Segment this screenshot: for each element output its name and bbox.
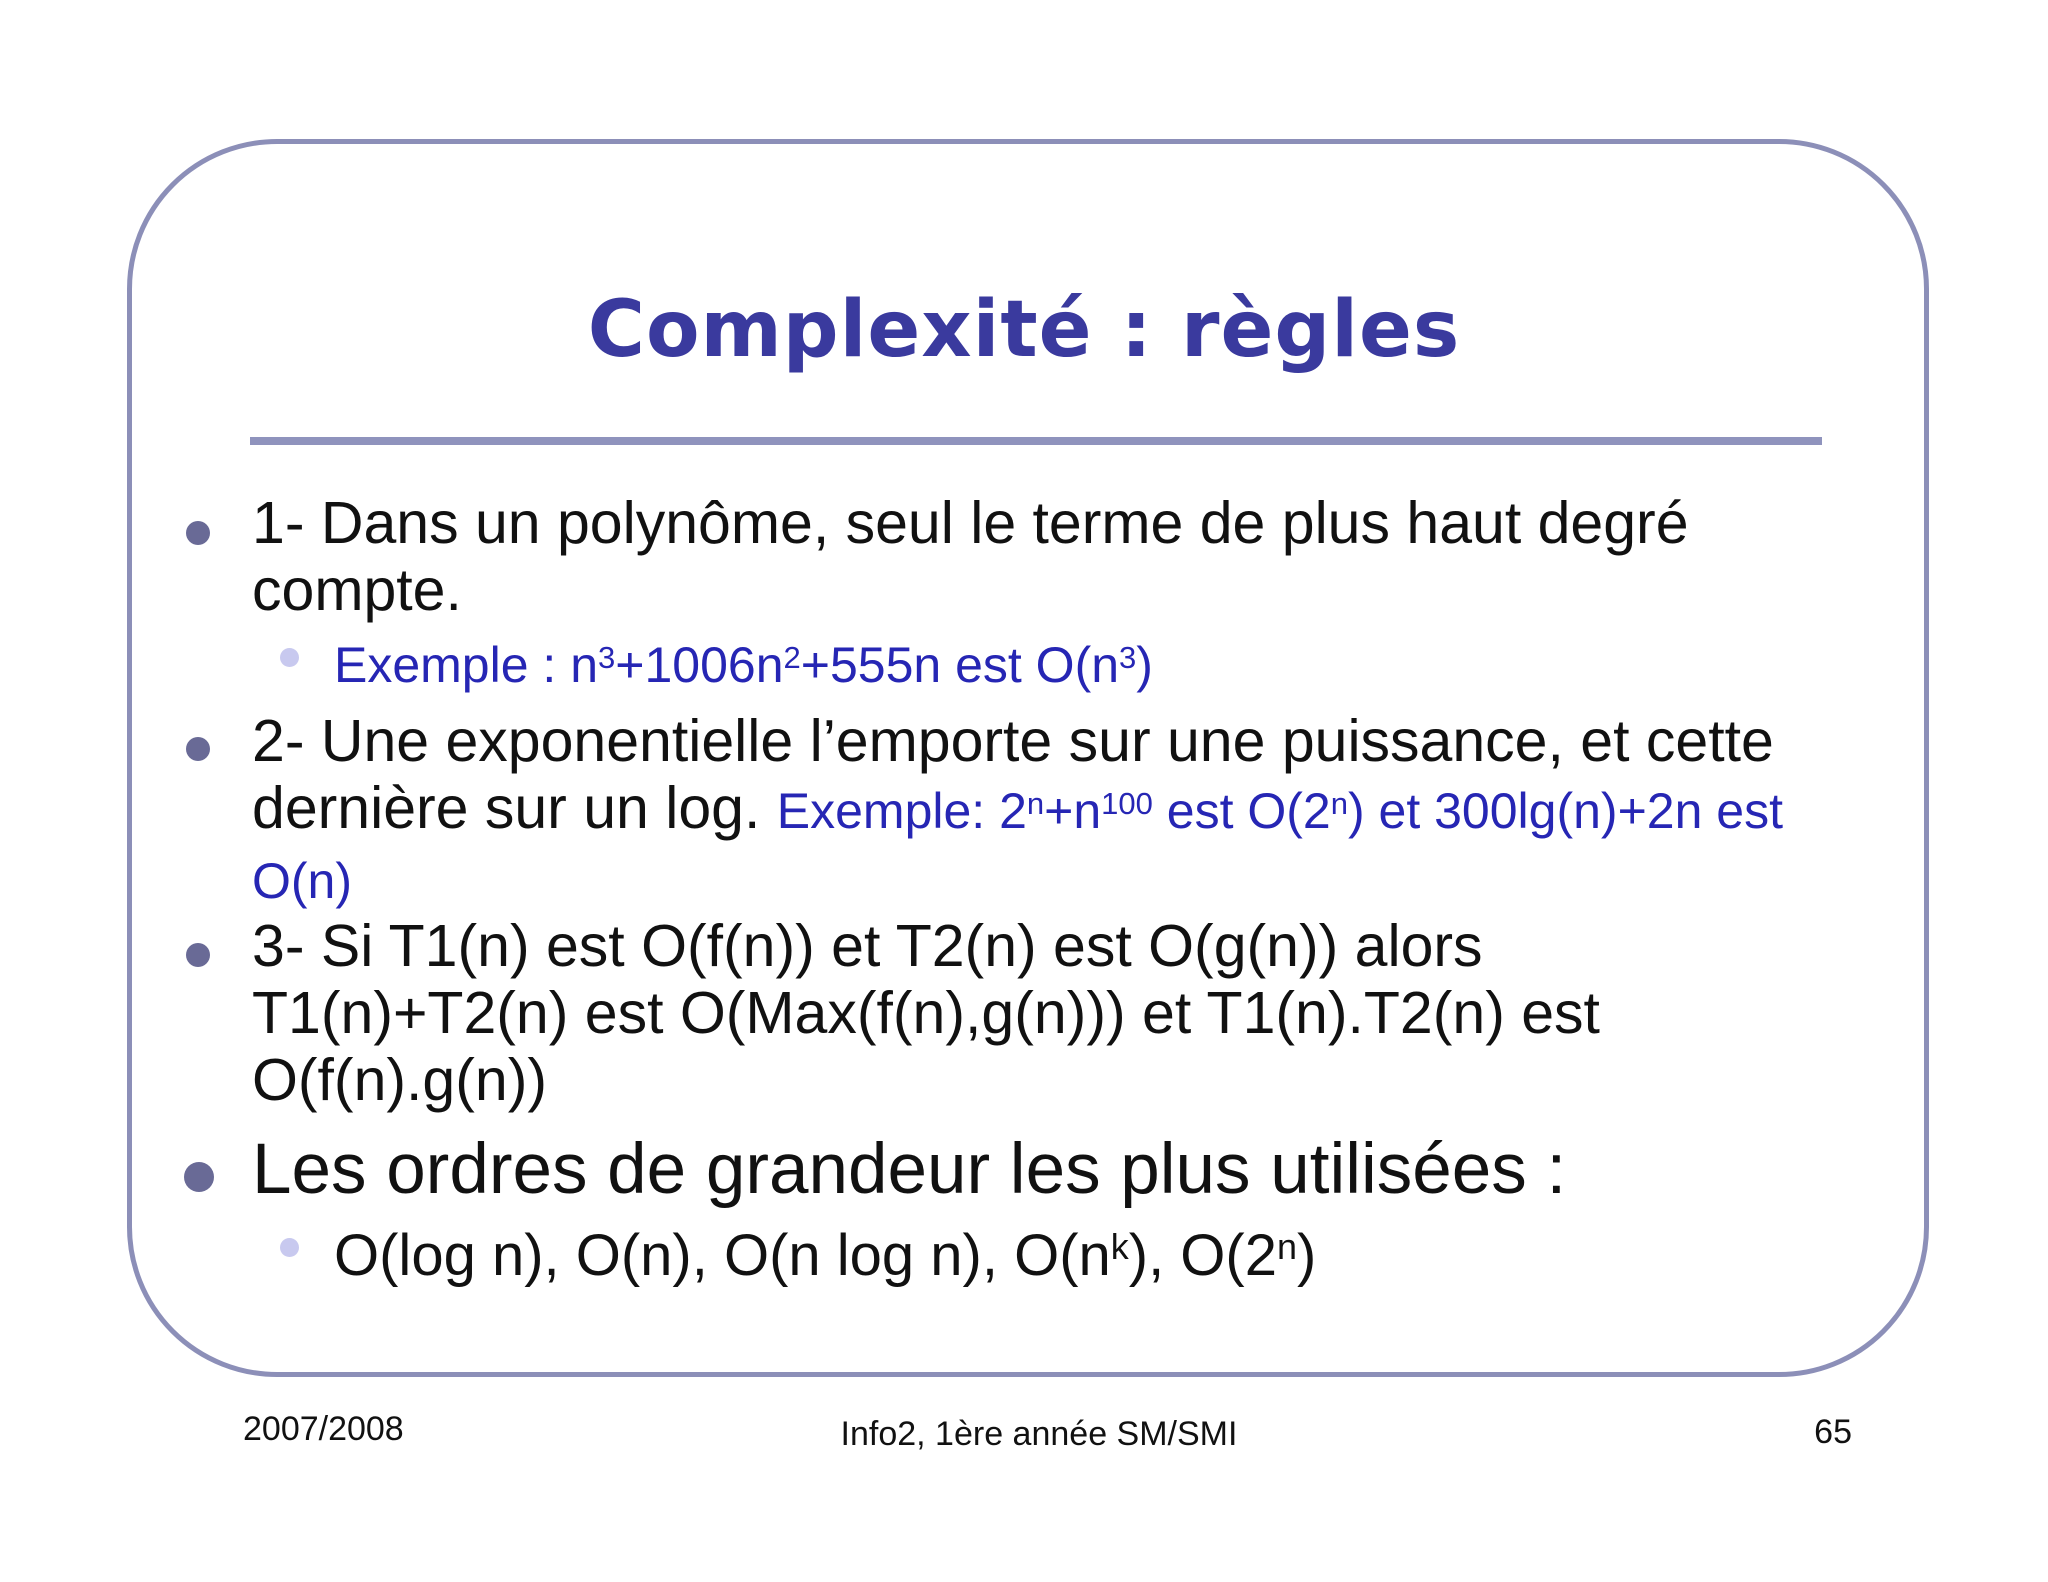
bullet-3-marker [186, 943, 210, 967]
bullet-1-example [334, 635, 1153, 695]
example-1-sup1: 3 [598, 640, 616, 676]
orders-sup1: k [1110, 1225, 1129, 1267]
title-underline [250, 437, 1822, 445]
example-2-sup3: n [1330, 786, 1348, 822]
example-1-sup2: 2 [783, 640, 801, 676]
bullet-1-sub-marker [280, 648, 299, 667]
bullet-4-label: Les ordres de grandeur les plus utilisées : [252, 1130, 1567, 1209]
bullet-2-text [252, 708, 1872, 915]
bullet-4-marker [184, 1162, 214, 1192]
example-1-mid2: +555n est O(n [800, 637, 1120, 693]
example-2-sup2: 100 [1101, 786, 1153, 822]
bullet-1-marker [186, 521, 210, 545]
orders-sup2: n [1277, 1225, 1297, 1267]
orders-part1: O(log n), O(n), O(n log n), O(n [334, 1223, 1111, 1288]
orders-part3: ) [1297, 1223, 1317, 1288]
slide-title: Complexité : règles [587, 285, 1461, 375]
example-1-suffix: ) [1136, 637, 1153, 693]
bullet-4-text [252, 1130, 1852, 1210]
example-2-prefix: Exemple: 2 [776, 783, 1027, 839]
footer-course: Info2, 1ère année SM/SMI [840, 1415, 1238, 1453]
bullet-4-sub-marker [280, 1238, 299, 1257]
bullet-3-label: 3- Si T1(n) est O(f(n)) et T2(n) est O(g(n)) alors T1(n)+T2(n) est O(Max(f(n),g(n))) et T1(n).T2(n) est O(f(n).g(n)) [252, 913, 1600, 1113]
example-2-suffix: ) et 300lg(n)+2n est O(n) [252, 783, 1783, 909]
bullet-3-text [252, 913, 1752, 1114]
bullet-1-label: 1- Dans un polynôme, seul le terme de plus haut degré compte. [252, 490, 1689, 623]
example-2-mid1: +n [1044, 783, 1102, 839]
bullet-1-text [252, 490, 1812, 624]
footer-year: 2007/2008 [243, 1410, 404, 1448]
bullet-2-marker [186, 737, 210, 761]
example-1-prefix: Exemple : n [334, 637, 599, 693]
bullet-4-sub [334, 1223, 1317, 1288]
example-1-sup3: 3 [1119, 640, 1137, 676]
footer-page-number: 65 [1814, 1413, 1852, 1451]
orders-part2: ), O(2 [1128, 1223, 1277, 1288]
example-1-mid1: +1006n [615, 637, 784, 693]
example-2-mid2: est O(2 [1152, 783, 1331, 839]
example-2-sup1: n [1026, 786, 1045, 822]
bullet-2-label: 2- Une exponentielle l’emporte sur une puissance, et cette dernière sur un log. [252, 708, 1774, 841]
